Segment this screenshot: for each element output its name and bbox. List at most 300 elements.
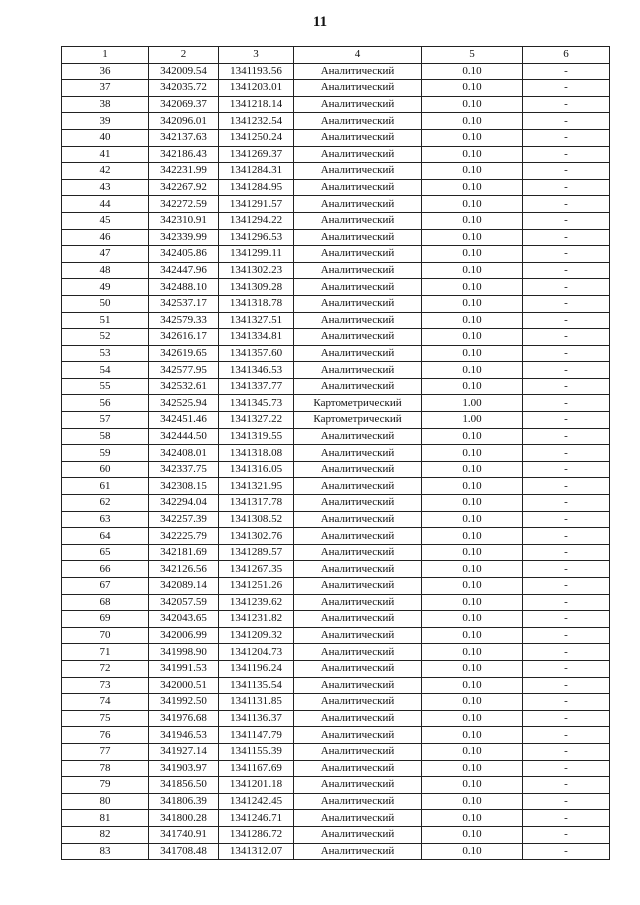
y-coordinate-cell: 1341302.23 [219,262,294,279]
note-cell: - [523,362,610,379]
point-number-cell: 78 [62,760,149,777]
method-cell: Аналитический [294,843,422,860]
table-row [62,594,610,611]
table-row [62,329,610,346]
y-coordinate-cell: 1341296.53 [219,229,294,246]
table-row [62,428,610,445]
point-number-cell: 79 [62,777,149,794]
x-coordinate-cell: 341991.53 [149,660,219,677]
note-cell: - [523,445,610,462]
accuracy-cell: 0.10 [422,660,523,677]
method-cell: Картометрический [294,395,422,412]
table-row [62,395,610,412]
method-cell: Аналитический [294,329,422,346]
accuracy-cell: 0.10 [422,478,523,495]
accuracy-cell: 0.10 [422,644,523,661]
accuracy-cell: 0.10 [422,810,523,827]
header-cell-1: 1 [62,47,149,64]
point-number-cell: 38 [62,96,149,113]
x-coordinate-cell: 342057.59 [149,594,219,611]
point-number-cell: 75 [62,710,149,727]
method-cell: Аналитический [294,445,422,462]
point-number-cell: 57 [62,412,149,429]
y-coordinate-cell: 1341327.51 [219,312,294,329]
method-cell: Аналитический [294,196,422,213]
accuracy-cell: 0.10 [422,312,523,329]
x-coordinate-cell: 341806.39 [149,793,219,810]
accuracy-cell: 1.00 [422,412,523,429]
accuracy-cell: 0.10 [422,113,523,130]
note-cell: - [523,710,610,727]
note-cell: - [523,660,610,677]
accuracy-cell: 0.10 [422,295,523,312]
note-cell: - [523,113,610,130]
point-number-cell: 64 [62,528,149,545]
accuracy-cell: 0.10 [422,561,523,578]
method-cell: Аналитический [294,660,422,677]
coordinates-table [61,46,610,860]
method-cell: Аналитический [294,229,422,246]
y-coordinate-cell: 1341155.39 [219,743,294,760]
x-coordinate-cell: 342577.95 [149,362,219,379]
point-number-cell: 70 [62,627,149,644]
y-coordinate-cell: 1341294.22 [219,212,294,229]
point-number-cell: 42 [62,163,149,180]
point-number-cell: 54 [62,362,149,379]
note-cell: - [523,212,610,229]
method-cell: Аналитический [294,179,422,196]
method-cell: Аналитический [294,96,422,113]
accuracy-cell: 0.10 [422,743,523,760]
note-cell: - [523,793,610,810]
x-coordinate-cell: 342488.10 [149,279,219,296]
method-cell: Аналитический [294,279,422,296]
table-header [62,47,610,64]
method-cell: Аналитический [294,146,422,163]
table-row [62,478,610,495]
note-cell: - [523,412,610,429]
note-cell: - [523,826,610,843]
x-coordinate-cell: 342339.99 [149,229,219,246]
accuracy-cell: 0.10 [422,511,523,528]
accuracy-cell: 0.10 [422,196,523,213]
accuracy-cell: 0.10 [422,528,523,545]
point-number-cell: 37 [62,80,149,97]
header-cell-3: 3 [219,47,294,64]
y-coordinate-cell: 1341291.57 [219,196,294,213]
x-coordinate-cell: 342225.79 [149,528,219,545]
y-coordinate-cell: 1341334.81 [219,329,294,346]
table-row [62,146,610,163]
y-coordinate-cell: 1341131.85 [219,694,294,711]
table-row [62,544,610,561]
note-cell: - [523,810,610,827]
y-coordinate-cell: 1341239.62 [219,594,294,611]
point-number-cell: 61 [62,478,149,495]
x-coordinate-cell: 342451.46 [149,412,219,429]
note-cell: - [523,196,610,213]
method-cell: Аналитический [294,793,422,810]
accuracy-cell: 0.10 [422,229,523,246]
header-cell-5: 5 [422,47,523,64]
table-row [62,694,610,711]
point-number-cell: 63 [62,511,149,528]
point-number-cell: 59 [62,445,149,462]
x-coordinate-cell: 341856.50 [149,777,219,794]
accuracy-cell: 0.10 [422,594,523,611]
point-number-cell: 55 [62,378,149,395]
y-coordinate-cell: 1341284.31 [219,163,294,180]
note-cell: - [523,80,610,97]
note-cell: - [523,312,610,329]
method-cell: Аналитический [294,163,422,180]
accuracy-cell: 0.10 [422,544,523,561]
note-cell: - [523,727,610,744]
accuracy-cell: 0.10 [422,495,523,512]
x-coordinate-cell: 342444.50 [149,428,219,445]
note-cell: - [523,395,610,412]
method-cell: Аналитический [294,246,422,263]
point-number-cell: 81 [62,810,149,827]
x-coordinate-cell: 342181.69 [149,544,219,561]
table-row [62,362,610,379]
x-coordinate-cell: 342137.63 [149,129,219,146]
table-row [62,826,610,843]
y-coordinate-cell: 1341251.26 [219,578,294,595]
accuracy-cell: 0.10 [422,710,523,727]
y-coordinate-cell: 1341309.28 [219,279,294,296]
note-cell: - [523,461,610,478]
x-coordinate-cell: 342089.14 [149,578,219,595]
method-cell: Аналитический [294,212,422,229]
table-row [62,495,610,512]
y-coordinate-cell: 1341218.14 [219,96,294,113]
accuracy-cell: 0.10 [422,80,523,97]
note-cell: - [523,677,610,694]
x-coordinate-cell: 341927.14 [149,743,219,760]
y-coordinate-cell: 1341317.78 [219,495,294,512]
x-coordinate-cell: 342000.51 [149,677,219,694]
y-coordinate-cell: 1341250.24 [219,129,294,146]
y-coordinate-cell: 1341203.01 [219,80,294,97]
note-cell: - [523,644,610,661]
x-coordinate-cell: 342009.54 [149,63,219,80]
point-number-cell: 43 [62,179,149,196]
header-cell-2: 2 [149,47,219,64]
note-cell: - [523,743,610,760]
accuracy-cell: 0.10 [422,163,523,180]
method-cell: Аналитический [294,578,422,595]
y-coordinate-cell: 1341346.53 [219,362,294,379]
table-row [62,129,610,146]
table-row [62,80,610,97]
accuracy-cell: 0.10 [422,246,523,263]
method-cell: Аналитический [294,262,422,279]
table-row [62,528,610,545]
accuracy-cell: 0.10 [422,329,523,346]
method-cell: Аналитический [294,777,422,794]
accuracy-cell: 0.10 [422,611,523,628]
method-cell: Аналитический [294,80,422,97]
accuracy-cell: 0.10 [422,63,523,80]
x-coordinate-cell: 341976.68 [149,710,219,727]
note-cell: - [523,843,610,860]
table-row [62,345,610,362]
accuracy-cell: 0.10 [422,843,523,860]
x-coordinate-cell: 342447.96 [149,262,219,279]
note-cell: - [523,777,610,794]
y-coordinate-cell: 1341135.54 [219,677,294,694]
point-number-cell: 73 [62,677,149,694]
x-coordinate-cell: 342532.61 [149,378,219,395]
method-cell: Аналитический [294,743,422,760]
accuracy-cell: 0.10 [422,279,523,296]
note-cell: - [523,611,610,628]
accuracy-cell: 0.10 [422,461,523,478]
point-number-cell: 67 [62,578,149,595]
y-coordinate-cell: 1341318.78 [219,295,294,312]
method-cell: Аналитический [294,644,422,661]
point-number-cell: 80 [62,793,149,810]
note-cell: - [523,378,610,395]
method-cell: Аналитический [294,345,422,362]
note-cell: - [523,528,610,545]
y-coordinate-cell: 1341327.22 [219,412,294,429]
point-number-cell: 72 [62,660,149,677]
y-coordinate-cell: 1341284.95 [219,179,294,196]
x-coordinate-cell: 342231.99 [149,163,219,180]
x-coordinate-cell: 342186.43 [149,146,219,163]
note-cell: - [523,345,610,362]
point-number-cell: 82 [62,826,149,843]
header-row [62,47,610,64]
x-coordinate-cell: 342006.99 [149,627,219,644]
accuracy-cell: 0.10 [422,428,523,445]
point-number-cell: 39 [62,113,149,130]
table-row [62,710,610,727]
method-cell: Аналитический [294,627,422,644]
table-row [62,561,610,578]
point-number-cell: 66 [62,561,149,578]
table-row [62,743,610,760]
note-cell: - [523,262,610,279]
note-cell: - [523,96,610,113]
point-number-cell: 76 [62,727,149,744]
x-coordinate-cell: 342310.91 [149,212,219,229]
point-number-cell: 40 [62,129,149,146]
accuracy-cell: 0.10 [422,727,523,744]
y-coordinate-cell: 1341147.79 [219,727,294,744]
x-coordinate-cell: 341992.50 [149,694,219,711]
y-coordinate-cell: 1341289.57 [219,544,294,561]
table-row [62,246,610,263]
accuracy-cell: 0.10 [422,694,523,711]
y-coordinate-cell: 1341196.24 [219,660,294,677]
method-cell: Аналитический [294,826,422,843]
y-coordinate-cell: 1341319.55 [219,428,294,445]
y-coordinate-cell: 1341231.82 [219,611,294,628]
table-row [62,229,610,246]
header-cell-6: 6 [523,47,610,64]
x-coordinate-cell: 342537.17 [149,295,219,312]
y-coordinate-cell: 1341318.08 [219,445,294,462]
x-coordinate-cell: 342405.86 [149,246,219,263]
accuracy-cell: 0.10 [422,212,523,229]
note-cell: - [523,229,610,246]
table-row [62,760,610,777]
point-number-cell: 53 [62,345,149,362]
accuracy-cell: 0.10 [422,179,523,196]
x-coordinate-cell: 342096.01 [149,113,219,130]
point-number-cell: 47 [62,246,149,263]
accuracy-cell: 0.10 [422,760,523,777]
point-number-cell: 52 [62,329,149,346]
note-cell: - [523,163,610,180]
note-cell: - [523,146,610,163]
table-row [62,163,610,180]
y-coordinate-cell: 1341209.32 [219,627,294,644]
y-coordinate-cell: 1341204.73 [219,644,294,661]
point-number-cell: 58 [62,428,149,445]
y-coordinate-cell: 1341308.52 [219,511,294,528]
accuracy-cell: 1.00 [422,395,523,412]
x-coordinate-cell: 342408.01 [149,445,219,462]
point-number-cell: 46 [62,229,149,246]
x-coordinate-cell: 342619.65 [149,345,219,362]
note-cell: - [523,561,610,578]
y-coordinate-cell: 1341267.35 [219,561,294,578]
point-number-cell: 69 [62,611,149,628]
accuracy-cell: 0.10 [422,262,523,279]
x-coordinate-cell: 342126.56 [149,561,219,578]
note-cell: - [523,594,610,611]
note-cell: - [523,760,610,777]
point-number-cell: 68 [62,594,149,611]
point-number-cell: 71 [62,644,149,661]
table-row [62,63,610,80]
note-cell: - [523,428,610,445]
table-row [62,727,610,744]
point-number-cell: 48 [62,262,149,279]
accuracy-cell: 0.10 [422,793,523,810]
accuracy-cell: 0.10 [422,378,523,395]
y-coordinate-cell: 1341357.60 [219,345,294,362]
table-row [62,196,610,213]
x-coordinate-cell: 341740.91 [149,826,219,843]
accuracy-cell: 0.10 [422,627,523,644]
x-coordinate-cell: 342043.65 [149,611,219,628]
table-row [62,810,610,827]
x-coordinate-cell: 342337.75 [149,461,219,478]
table-body [62,63,610,860]
method-cell: Аналитический [294,594,422,611]
method-cell: Аналитический [294,528,422,545]
y-coordinate-cell: 1341246.71 [219,810,294,827]
x-coordinate-cell: 342579.33 [149,312,219,329]
y-coordinate-cell: 1341302.76 [219,528,294,545]
note-cell: - [523,694,610,711]
table-row [62,279,610,296]
point-number-cell: 65 [62,544,149,561]
method-cell: Аналитический [294,694,422,711]
table-row [62,262,610,279]
method-cell: Аналитический [294,295,422,312]
method-cell: Аналитический [294,461,422,478]
table-row [62,793,610,810]
table-row [62,660,610,677]
table-row [62,295,610,312]
table-row [62,843,610,860]
point-number-cell: 50 [62,295,149,312]
y-coordinate-cell: 1341316.05 [219,461,294,478]
note-cell: - [523,511,610,528]
x-coordinate-cell: 342267.92 [149,179,219,196]
method-cell: Аналитический [294,561,422,578]
y-coordinate-cell: 1341167.69 [219,760,294,777]
accuracy-cell: 0.10 [422,777,523,794]
x-coordinate-cell: 341708.48 [149,843,219,860]
y-coordinate-cell: 1341312.07 [219,843,294,860]
point-number-cell: 49 [62,279,149,296]
y-coordinate-cell: 1341232.54 [219,113,294,130]
table-row [62,511,610,528]
method-cell: Аналитический [294,544,422,561]
header-cell-4: 4 [294,47,422,64]
x-coordinate-cell: 342272.59 [149,196,219,213]
table-row [62,578,610,595]
y-coordinate-cell: 1341242.45 [219,793,294,810]
point-number-cell: 60 [62,461,149,478]
point-number-cell: 77 [62,743,149,760]
x-coordinate-cell: 342035.72 [149,80,219,97]
y-coordinate-cell: 1341193.56 [219,63,294,80]
method-cell: Аналитический [294,378,422,395]
method-cell: Аналитический [294,611,422,628]
point-number-cell: 41 [62,146,149,163]
table-row [62,777,610,794]
table-row [62,445,610,462]
x-coordinate-cell: 342257.39 [149,511,219,528]
point-number-cell: 83 [62,843,149,860]
table-row [62,627,610,644]
note-cell: - [523,279,610,296]
x-coordinate-cell: 342308.15 [149,478,219,495]
y-coordinate-cell: 1341299.11 [219,246,294,263]
point-number-cell: 51 [62,312,149,329]
y-coordinate-cell: 1341337.77 [219,378,294,395]
y-coordinate-cell: 1341345.73 [219,395,294,412]
table-row [62,179,610,196]
table-row [62,312,610,329]
y-coordinate-cell: 1341286.72 [219,826,294,843]
point-number-cell: 74 [62,694,149,711]
method-cell: Картометрический [294,412,422,429]
method-cell: Аналитический [294,511,422,528]
x-coordinate-cell: 341903.97 [149,760,219,777]
note-cell: - [523,63,610,80]
y-coordinate-cell: 1341269.37 [219,146,294,163]
accuracy-cell: 0.10 [422,362,523,379]
x-coordinate-cell: 341800.28 [149,810,219,827]
page-number: 11 [312,14,328,30]
point-number-cell: 62 [62,495,149,512]
method-cell: Аналитический [294,760,422,777]
x-coordinate-cell: 341998.90 [149,644,219,661]
table-row [62,212,610,229]
table-row [62,611,610,628]
method-cell: Аналитический [294,478,422,495]
table-row [62,677,610,694]
